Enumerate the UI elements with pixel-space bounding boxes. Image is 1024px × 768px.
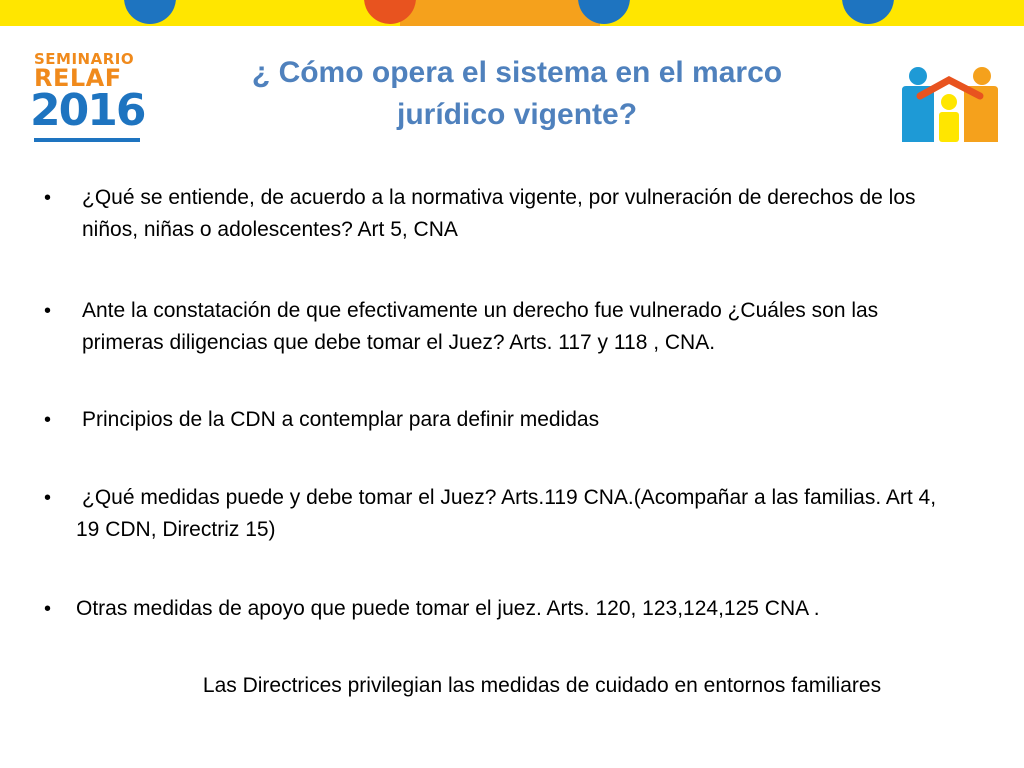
bullet-text: Ante la constatación de que efectivamente un derecho fue vulnerado ¿Cuáles son las primeras diligencias que debe tomar el Juez? Arts. 117 y 118 , CNA. [82,299,879,354]
bullet-marker: • [44,487,52,509]
band-segment [400,0,600,26]
bullet-text: ¿Qué medidas puede y debe tomar el Juez? Arts.119 CNA.(Acompañar a las familias. Art 4, 19 CDN, Directriz 15) [76,486,937,541]
bullet-marker: • [44,187,52,209]
top-decorative-band [0,0,1024,26]
band-segment [0,0,130,26]
title-line-1: ¿ Cómo opera el sistema en el marco [251,56,783,89]
bullet-text: Otras medidas de apoyo que puede tomar el juez. Arts. 120, 123,124,125 CNA . [76,597,820,620]
bullet-marker: • [44,409,52,431]
band-segment [600,0,860,26]
slide-title [190,52,844,136]
logo-text-relaf: RELAF [34,64,122,92]
family-icon [898,66,1000,144]
bullet-text: Principios de la CDN a contemplar para definir medidas [82,408,600,431]
logo-underline [34,138,140,142]
bullet-text: ¿Qué se entiende, de acuerdo a la normativa vigente, por vulneración de derechos de los niños, niñas o adolescentes? Art 5, CNA [82,186,916,241]
closing-statement: Las Directrices privilegian las medidas de cuidado en entornos familiares [202,674,882,697]
logo-text-seminario: SEMINARIO [34,50,135,68]
bullet-marker: • [44,300,52,322]
seminario-relaf-logo [30,50,145,142]
title-line-2: jurídico vigente? [396,98,638,131]
bullet-marker: • [44,598,52,620]
logo-text-year: 2016 [30,85,145,136]
